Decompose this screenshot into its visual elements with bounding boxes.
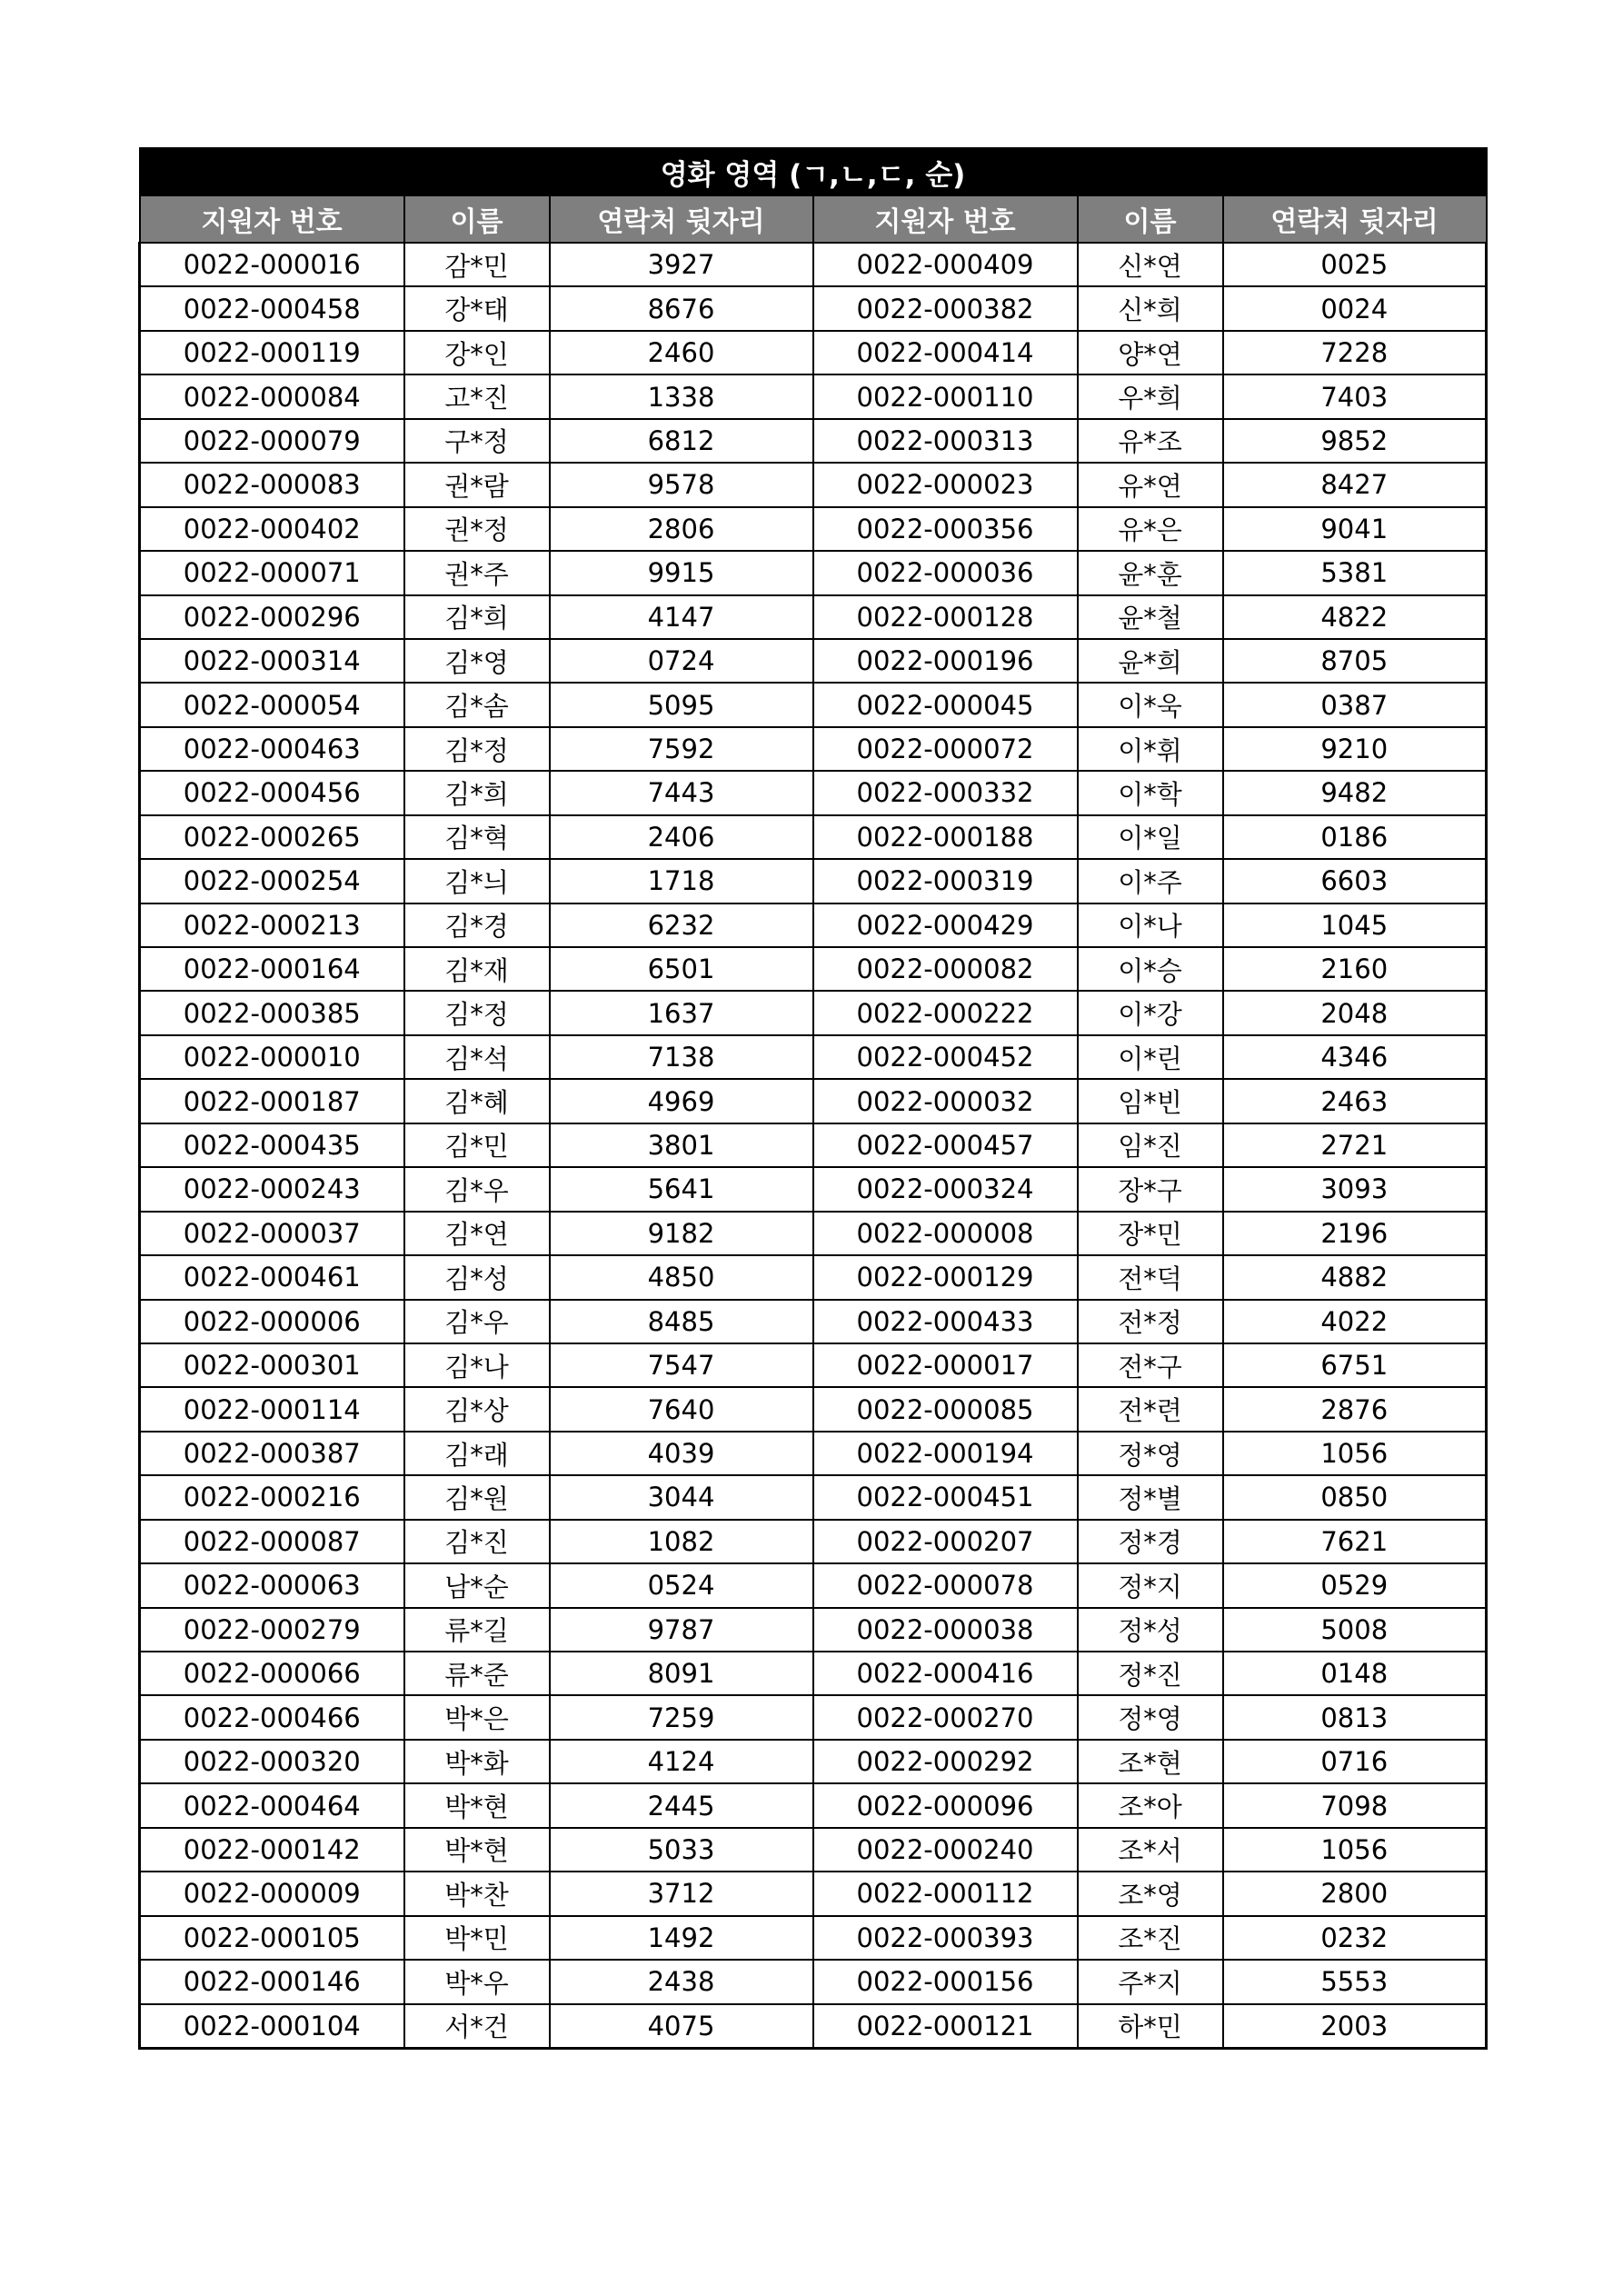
applicant-number-cell: 0022-000313 [813, 419, 1078, 463]
phone-suffix-cell: 2445 [550, 1783, 813, 1827]
phone-suffix-cell: 0025 [1223, 243, 1487, 286]
phone-suffix-cell: 4147 [550, 595, 813, 639]
applicant-number-cell: 0022-000387 [140, 1432, 404, 1475]
name-cell: 이*욱 [1078, 683, 1223, 726]
phone-suffix-cell: 0724 [550, 639, 813, 683]
name-cell: 박*민 [404, 1916, 550, 1960]
name-cell: 윤*희 [1078, 639, 1223, 683]
table-row [140, 507, 1487, 551]
phone-suffix-cell: 5641 [550, 1167, 813, 1211]
name-cell: 김*성 [404, 1255, 550, 1299]
phone-suffix-cell: 1637 [550, 991, 813, 1034]
applicant-number-cell: 0022-000032 [813, 1079, 1078, 1123]
phone-suffix-cell: 3801 [550, 1123, 813, 1167]
phone-suffix-cell: 1492 [550, 1916, 813, 1960]
applicant-number-cell: 0022-000301 [140, 1343, 404, 1387]
applicant-number-cell: 0022-000265 [140, 815, 404, 859]
name-cell: 이*나 [1078, 903, 1223, 947]
name-cell: 박*화 [404, 1740, 550, 1783]
table-row [140, 1695, 1487, 1739]
table-row [140, 1652, 1487, 1695]
table-row [140, 551, 1487, 594]
applicant-number-cell: 0022-000036 [813, 551, 1078, 594]
name-cell: 주*지 [1078, 1960, 1223, 2003]
applicant-number-cell: 0022-000402 [140, 507, 404, 551]
name-cell: 이*일 [1078, 815, 1223, 859]
applicant-number-cell: 0022-000066 [140, 1652, 404, 1695]
phone-suffix-cell: 9578 [550, 463, 813, 506]
name-cell: 정*영 [1078, 1432, 1223, 1475]
applicant-number-cell: 0022-000451 [813, 1475, 1078, 1519]
name-cell: 김*석 [404, 1035, 550, 1079]
applicant-number-cell: 0022-000243 [140, 1167, 404, 1211]
phone-suffix-cell: 2003 [1223, 2004, 1487, 2049]
phone-suffix-cell: 2806 [550, 507, 813, 551]
name-cell: 정*지 [1078, 1563, 1223, 1607]
applicant-number-cell: 0022-000079 [140, 419, 404, 463]
phone-suffix-cell: 9915 [550, 551, 813, 594]
name-cell: 정*경 [1078, 1520, 1223, 1563]
name-cell: 김*솜 [404, 683, 550, 726]
applicant-number-cell: 0022-000433 [813, 1300, 1078, 1343]
applicant-number-cell: 0022-000196 [813, 639, 1078, 683]
table-row [140, 991, 1487, 1034]
applicant-number-cell: 0022-000104 [140, 2004, 404, 2049]
phone-suffix-cell: 4969 [550, 1079, 813, 1123]
name-cell: 전*정 [1078, 1300, 1223, 1343]
table-row [140, 331, 1487, 374]
name-cell: 김*원 [404, 1475, 550, 1519]
name-cell: 신*연 [1078, 243, 1223, 286]
name-cell: 하*민 [1078, 2004, 1223, 2049]
phone-suffix-cell: 6751 [1223, 1343, 1487, 1387]
table-row [140, 859, 1487, 903]
phone-suffix-cell: 0850 [1223, 1475, 1487, 1519]
applicant-number-cell: 0022-000279 [140, 1608, 404, 1652]
applicant-number-cell: 0022-000142 [140, 1828, 404, 1872]
name-cell: 강*태 [404, 286, 550, 330]
table-row [140, 1343, 1487, 1387]
table-title: 영화 영역 (ㄱ,ㄴ,ㄷ, 순) [140, 148, 1487, 195]
phone-suffix-cell: 7259 [550, 1695, 813, 1739]
name-cell: 정*별 [1078, 1475, 1223, 1519]
phone-suffix-cell: 7621 [1223, 1520, 1487, 1563]
phone-suffix-cell: 1045 [1223, 903, 1487, 947]
name-cell: 김*상 [404, 1387, 550, 1431]
table-row [140, 243, 1487, 286]
name-cell: 정*영 [1078, 1695, 1223, 1739]
phone-suffix-cell: 7443 [550, 771, 813, 814]
name-cell: 김*혜 [404, 1079, 550, 1123]
phone-suffix-cell: 4039 [550, 1432, 813, 1475]
table-row [140, 903, 1487, 947]
phone-suffix-cell: 5381 [1223, 551, 1487, 594]
name-cell: 김*늬 [404, 859, 550, 903]
phone-suffix-cell: 5095 [550, 683, 813, 726]
name-cell: 김*우 [404, 1167, 550, 1211]
phone-suffix-cell: 5553 [1223, 1960, 1487, 2003]
table-row [140, 771, 1487, 814]
table-row [140, 1872, 1487, 1915]
applicant-number-cell: 0022-000240 [813, 1828, 1078, 1872]
table-row [140, 1167, 1487, 1211]
phone-suffix-cell: 8676 [550, 286, 813, 330]
applicant-number-cell: 0022-000458 [140, 286, 404, 330]
applicant-table [138, 147, 1488, 2050]
phone-suffix-cell: 2438 [550, 1960, 813, 2003]
phone-suffix-cell: 8091 [550, 1652, 813, 1695]
applicant-number-cell: 0022-000084 [140, 374, 404, 418]
table-row [140, 1960, 1487, 2003]
applicant-number-cell: 0022-000194 [813, 1432, 1078, 1475]
table-row [140, 595, 1487, 639]
header-applicant-number-left: 지원자 번호 [140, 195, 404, 243]
phone-suffix-cell: 7138 [550, 1035, 813, 1079]
phone-suffix-cell: 5008 [1223, 1608, 1487, 1652]
phone-suffix-cell: 6603 [1223, 859, 1487, 903]
name-cell: 김*희 [404, 595, 550, 639]
phone-suffix-cell: 3712 [550, 1872, 813, 1915]
applicant-number-cell: 0022-000083 [140, 463, 404, 506]
header-phone-suffix-right: 연락처 뒷자리 [1223, 195, 1487, 243]
name-cell: 신*희 [1078, 286, 1223, 330]
table-row [140, 1783, 1487, 1827]
name-cell: 양*연 [1078, 331, 1223, 374]
phone-suffix-cell: 3044 [550, 1475, 813, 1519]
phone-suffix-cell: 7403 [1223, 374, 1487, 418]
applicant-number-cell: 0022-000393 [813, 1916, 1078, 1960]
phone-suffix-cell: 2048 [1223, 991, 1487, 1034]
table-body [140, 243, 1487, 2048]
table-row [140, 2004, 1487, 2049]
name-cell: 유*조 [1078, 419, 1223, 463]
applicant-number-cell: 0022-000082 [813, 947, 1078, 991]
phone-suffix-cell: 3927 [550, 243, 813, 286]
applicant-number-cell: 0022-000009 [140, 1872, 404, 1915]
applicant-number-cell: 0022-000319 [813, 859, 1078, 903]
applicant-number-cell: 0022-000038 [813, 1608, 1078, 1652]
name-cell: 이*휘 [1078, 727, 1223, 771]
applicant-number-cell: 0022-000216 [140, 1475, 404, 1519]
applicant-number-cell: 0022-000464 [140, 1783, 404, 1827]
table-row [140, 683, 1487, 726]
header-name-right: 이름 [1078, 195, 1223, 243]
table-row [140, 947, 1487, 991]
applicant-number-cell: 0022-000416 [813, 1652, 1078, 1695]
name-cell: 김*혁 [404, 815, 550, 859]
table-row [140, 1608, 1487, 1652]
applicant-number-cell: 0022-000105 [140, 1916, 404, 1960]
name-cell: 강*인 [404, 331, 550, 374]
name-cell: 이*린 [1078, 1035, 1223, 1079]
applicant-number-cell: 0022-000456 [140, 771, 404, 814]
phone-suffix-cell: 6501 [550, 947, 813, 991]
applicant-number-cell: 0022-000461 [140, 1255, 404, 1299]
name-cell: 임*진 [1078, 1123, 1223, 1167]
phone-suffix-cell: 7098 [1223, 1783, 1487, 1827]
phone-suffix-cell: 6232 [550, 903, 813, 947]
applicant-number-cell: 0022-000017 [813, 1343, 1078, 1387]
name-cell: 정*성 [1078, 1608, 1223, 1652]
name-cell: 김*경 [404, 903, 550, 947]
name-cell: 조*서 [1078, 1828, 1223, 1872]
name-cell: 김*정 [404, 727, 550, 771]
header-name-left: 이름 [404, 195, 550, 243]
phone-suffix-cell: 2160 [1223, 947, 1487, 991]
phone-suffix-cell: 7228 [1223, 331, 1487, 374]
name-cell: 김*재 [404, 947, 550, 991]
name-cell: 김*영 [404, 639, 550, 683]
applicant-number-cell: 0022-000466 [140, 1695, 404, 1739]
phone-suffix-cell: 8427 [1223, 463, 1487, 506]
table-row [140, 1035, 1487, 1079]
applicant-number-cell: 0022-000016 [140, 243, 404, 286]
phone-suffix-cell: 8485 [550, 1300, 813, 1343]
name-cell: 박*찬 [404, 1872, 550, 1915]
phone-suffix-cell: 2876 [1223, 1387, 1487, 1431]
applicant-number-cell: 0022-000121 [813, 2004, 1078, 2049]
name-cell: 전*덕 [1078, 1255, 1223, 1299]
name-cell: 이*승 [1078, 947, 1223, 991]
table-row [140, 1916, 1487, 1960]
name-cell: 서*건 [404, 2004, 550, 2049]
name-cell: 권*주 [404, 551, 550, 594]
phone-suffix-cell: 1056 [1223, 1828, 1487, 1872]
name-cell: 전*련 [1078, 1387, 1223, 1431]
phone-suffix-cell: 9210 [1223, 727, 1487, 771]
applicant-number-cell: 0022-000037 [140, 1212, 404, 1255]
table-row [140, 815, 1487, 859]
phone-suffix-cell: 0529 [1223, 1563, 1487, 1607]
table-row [140, 1212, 1487, 1255]
applicant-number-cell: 0022-000114 [140, 1387, 404, 1431]
applicant-number-cell: 0022-000119 [140, 331, 404, 374]
applicant-number-cell: 0022-000296 [140, 595, 404, 639]
name-cell: 권*정 [404, 507, 550, 551]
applicant-number-cell: 0022-000452 [813, 1035, 1078, 1079]
applicant-number-cell: 0022-000314 [140, 639, 404, 683]
name-cell: 감*민 [404, 243, 550, 286]
phone-suffix-cell: 4346 [1223, 1035, 1487, 1079]
phone-suffix-cell: 0387 [1223, 683, 1487, 726]
applicant-number-cell: 0022-000332 [813, 771, 1078, 814]
applicant-number-cell: 0022-000356 [813, 507, 1078, 551]
applicant-list-sheet [138, 147, 1485, 2050]
phone-suffix-cell: 0716 [1223, 1740, 1487, 1783]
name-cell: 우*희 [1078, 374, 1223, 418]
applicant-number-cell: 0022-000129 [813, 1255, 1078, 1299]
applicant-number-cell: 0022-000207 [813, 1520, 1078, 1563]
name-cell: 임*빈 [1078, 1079, 1223, 1123]
applicant-number-cell: 0022-000457 [813, 1123, 1078, 1167]
table-row [140, 419, 1487, 463]
phone-suffix-cell: 0024 [1223, 286, 1487, 330]
phone-suffix-cell: 1718 [550, 859, 813, 903]
phone-suffix-cell: 1056 [1223, 1432, 1487, 1475]
applicant-number-cell: 0022-000087 [140, 1520, 404, 1563]
phone-suffix-cell: 4124 [550, 1740, 813, 1783]
applicant-number-cell: 0022-000385 [140, 991, 404, 1034]
applicant-number-cell: 0022-000071 [140, 551, 404, 594]
table-row [140, 1255, 1487, 1299]
phone-suffix-cell: 8705 [1223, 639, 1487, 683]
table-row [140, 286, 1487, 330]
table-row [140, 1475, 1487, 1519]
phone-suffix-cell: 7640 [550, 1387, 813, 1431]
name-cell: 김*진 [404, 1520, 550, 1563]
applicant-number-cell: 0022-000270 [813, 1695, 1078, 1739]
name-cell: 구*정 [404, 419, 550, 463]
table-row [140, 1432, 1487, 1475]
phone-suffix-cell: 9482 [1223, 771, 1487, 814]
applicant-number-cell: 0022-000112 [813, 1872, 1078, 1915]
phone-suffix-cell: 2196 [1223, 1212, 1487, 1255]
phone-suffix-cell: 6812 [550, 419, 813, 463]
name-cell: 이*학 [1078, 771, 1223, 814]
name-cell: 장*민 [1078, 1212, 1223, 1255]
applicant-number-cell: 0022-000164 [140, 947, 404, 991]
phone-suffix-cell: 1338 [550, 374, 813, 418]
applicant-number-cell: 0022-000128 [813, 595, 1078, 639]
applicant-number-cell: 0022-000096 [813, 1783, 1078, 1827]
table-row [140, 1387, 1487, 1431]
applicant-number-cell: 0022-000072 [813, 727, 1078, 771]
applicant-number-cell: 0022-000146 [140, 1960, 404, 2003]
applicant-number-cell: 0022-000156 [813, 1960, 1078, 2003]
name-cell: 김*래 [404, 1432, 550, 1475]
applicant-number-cell: 0022-000429 [813, 903, 1078, 947]
applicant-number-cell: 0022-000045 [813, 683, 1078, 726]
applicant-number-cell: 0022-000054 [140, 683, 404, 726]
applicant-number-cell: 0022-000110 [813, 374, 1078, 418]
applicant-number-cell: 0022-000254 [140, 859, 404, 903]
name-cell: 남*순 [404, 1563, 550, 1607]
phone-suffix-cell: 9787 [550, 1608, 813, 1652]
name-cell: 권*람 [404, 463, 550, 506]
phone-suffix-cell: 7547 [550, 1343, 813, 1387]
phone-suffix-cell: 1082 [550, 1520, 813, 1563]
name-cell: 김*나 [404, 1343, 550, 1387]
applicant-number-cell: 0022-000324 [813, 1167, 1078, 1211]
applicant-number-cell: 0022-000292 [813, 1740, 1078, 1783]
name-cell: 고*진 [404, 374, 550, 418]
phone-suffix-cell: 2460 [550, 331, 813, 374]
table-row [140, 1300, 1487, 1343]
table-row [140, 727, 1487, 771]
phone-suffix-cell: 0148 [1223, 1652, 1487, 1695]
applicant-number-cell: 0022-000222 [813, 991, 1078, 1034]
phone-suffix-cell: 4882 [1223, 1255, 1487, 1299]
name-cell: 윤*훈 [1078, 551, 1223, 594]
name-cell: 이*주 [1078, 859, 1223, 903]
phone-suffix-cell: 7592 [550, 727, 813, 771]
phone-suffix-cell: 0813 [1223, 1695, 1487, 1739]
applicant-number-cell: 0022-000008 [813, 1212, 1078, 1255]
name-cell: 박*은 [404, 1695, 550, 1739]
phone-suffix-cell: 3093 [1223, 1167, 1487, 1211]
name-cell: 박*현 [404, 1783, 550, 1827]
phone-suffix-cell: 0524 [550, 1563, 813, 1607]
phone-suffix-cell: 4822 [1223, 595, 1487, 639]
table-row [140, 1828, 1487, 1872]
name-cell: 정*진 [1078, 1652, 1223, 1695]
table-row [140, 1563, 1487, 1607]
applicant-number-cell: 0022-000409 [813, 243, 1078, 286]
name-cell: 김*우 [404, 1300, 550, 1343]
applicant-number-cell: 0022-000414 [813, 331, 1078, 374]
applicant-number-cell: 0022-000023 [813, 463, 1078, 506]
name-cell: 박*현 [404, 1828, 550, 1872]
applicant-number-cell: 0022-000320 [140, 1740, 404, 1783]
table-header-row [140, 195, 1487, 243]
applicant-number-cell: 0022-000435 [140, 1123, 404, 1167]
name-cell: 류*길 [404, 1608, 550, 1652]
table-row [140, 1740, 1487, 1783]
table-row [140, 374, 1487, 418]
name-cell: 김*정 [404, 991, 550, 1034]
name-cell: 박*우 [404, 1960, 550, 2003]
phone-suffix-cell: 9852 [1223, 419, 1487, 463]
name-cell: 김*연 [404, 1212, 550, 1255]
phone-suffix-cell: 2800 [1223, 1872, 1487, 1915]
table-row [140, 463, 1487, 506]
phone-suffix-cell: 2406 [550, 815, 813, 859]
phone-suffix-cell: 2463 [1223, 1079, 1487, 1123]
table-row [140, 1079, 1487, 1123]
table-row [140, 639, 1487, 683]
phone-suffix-cell: 4022 [1223, 1300, 1487, 1343]
name-cell: 윤*철 [1078, 595, 1223, 639]
table-row [140, 1520, 1487, 1563]
applicant-number-cell: 0022-000085 [813, 1387, 1078, 1431]
table-row [140, 1123, 1487, 1167]
phone-suffix-cell: 4075 [550, 2004, 813, 2049]
name-cell: 장*구 [1078, 1167, 1223, 1211]
name-cell: 조*진 [1078, 1916, 1223, 1960]
applicant-number-cell: 0022-000187 [140, 1079, 404, 1123]
name-cell: 김*민 [404, 1123, 550, 1167]
applicant-number-cell: 0022-000382 [813, 286, 1078, 330]
name-cell: 류*준 [404, 1652, 550, 1695]
phone-suffix-cell: 5033 [550, 1828, 813, 1872]
phone-suffix-cell: 0232 [1223, 1916, 1487, 1960]
applicant-number-cell: 0022-000063 [140, 1563, 404, 1607]
phone-suffix-cell: 4850 [550, 1255, 813, 1299]
name-cell: 조*영 [1078, 1872, 1223, 1915]
applicant-number-cell: 0022-000213 [140, 903, 404, 947]
phone-suffix-cell: 2721 [1223, 1123, 1487, 1167]
name-cell: 이*강 [1078, 991, 1223, 1034]
header-applicant-number-right: 지원자 번호 [813, 195, 1078, 243]
name-cell: 유*은 [1078, 507, 1223, 551]
name-cell: 조*현 [1078, 1740, 1223, 1783]
applicant-number-cell: 0022-000010 [140, 1035, 404, 1079]
applicant-number-cell: 0022-000463 [140, 727, 404, 771]
applicant-number-cell: 0022-000006 [140, 1300, 404, 1343]
header-phone-suffix-left: 연락처 뒷자리 [550, 195, 813, 243]
phone-suffix-cell: 9182 [550, 1212, 813, 1255]
phone-suffix-cell: 9041 [1223, 507, 1487, 551]
name-cell: 전*구 [1078, 1343, 1223, 1387]
phone-suffix-cell: 0186 [1223, 815, 1487, 859]
applicant-number-cell: 0022-000188 [813, 815, 1078, 859]
name-cell: 유*연 [1078, 463, 1223, 506]
applicant-number-cell: 0022-000078 [813, 1563, 1078, 1607]
name-cell: 김*희 [404, 771, 550, 814]
name-cell: 조*아 [1078, 1783, 1223, 1827]
